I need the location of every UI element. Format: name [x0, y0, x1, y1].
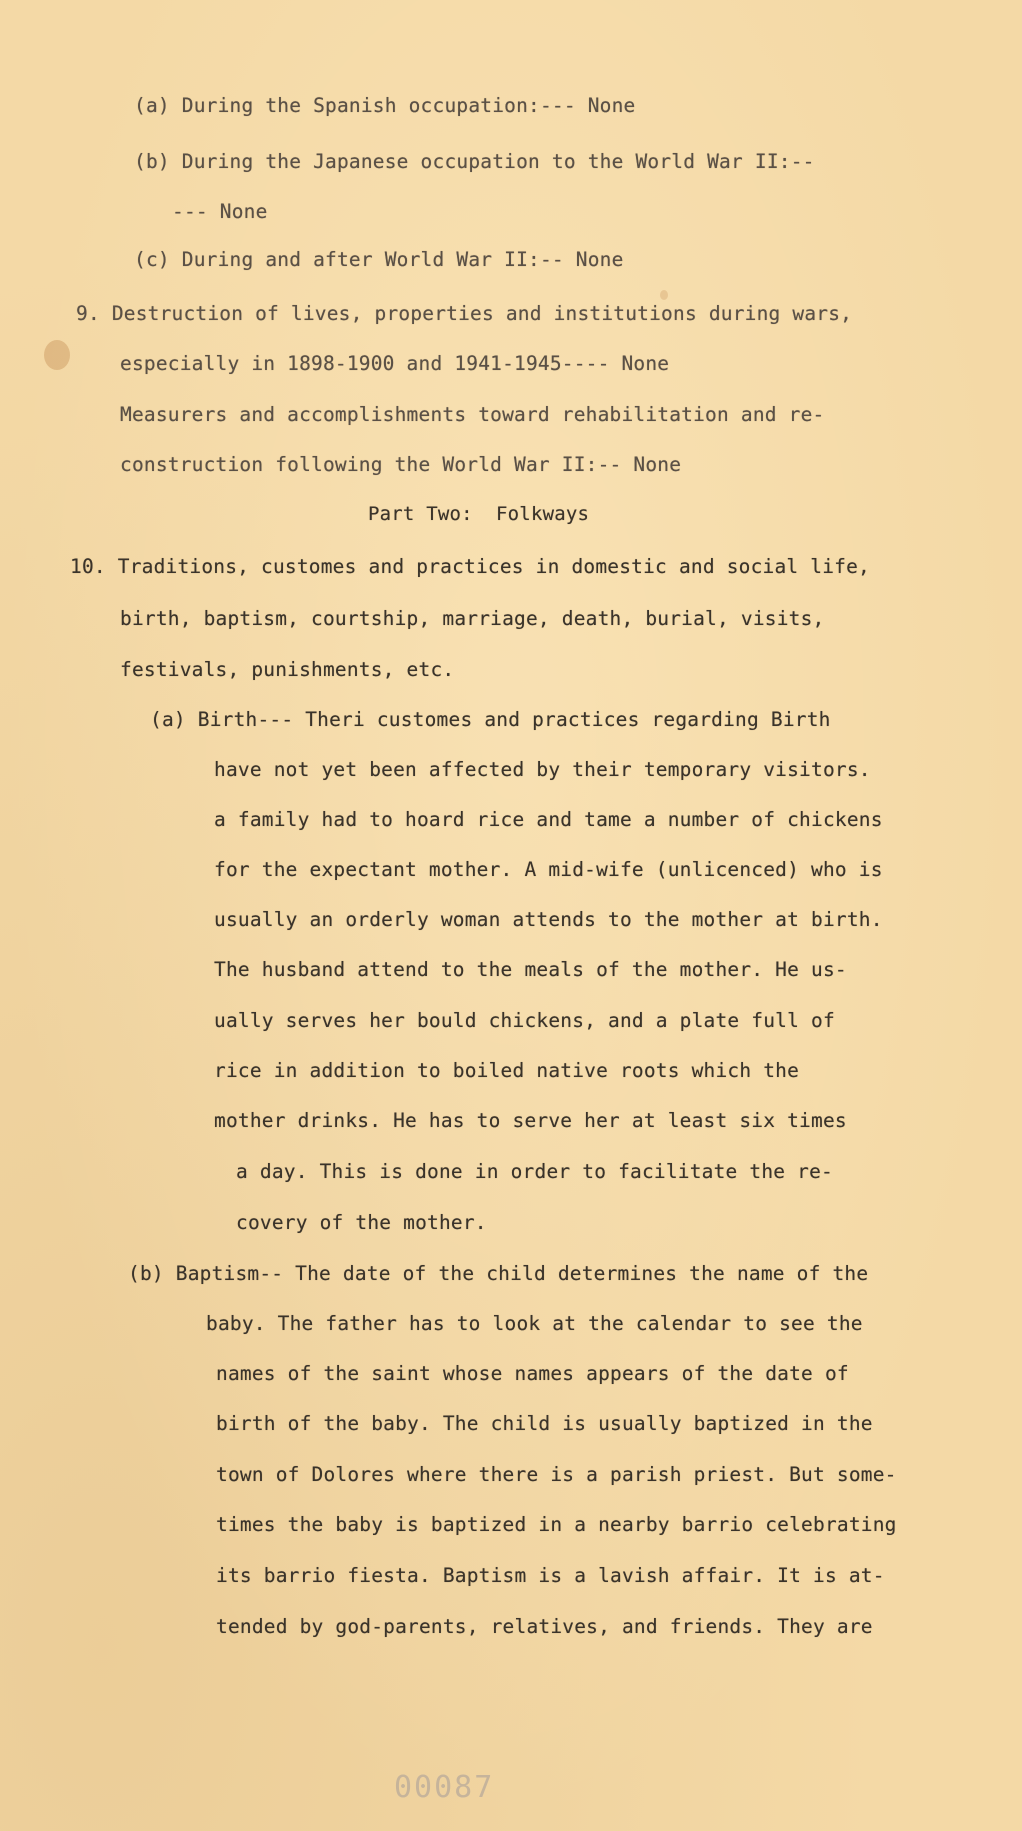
line-baptism-8: tended by god-parents, relatives, and friends. They are: [216, 1615, 873, 1638]
line-birth-3: a family had to hoard rice and tame a number of chickens: [214, 808, 883, 831]
line-birth-10: a day. This is done in order to facilitate the re-: [236, 1160, 833, 1183]
line-baptism-5: town of Dolores where there is a parish priest. But some-: [216, 1463, 897, 1486]
line-baptism-3: names of the saint whose names appears of the date of: [216, 1362, 849, 1385]
line-birth-4: for the expectant mother. A mid-wife (unlicenced) who is: [214, 858, 883, 881]
line-item-10-cont-2: festivals, punishments, etc.: [120, 658, 455, 681]
line-birth-11: covery of the mother.: [236, 1211, 487, 1234]
line-baptism-7: its barrio fiesta. Baptism is a lavish affair. It is at-: [216, 1564, 885, 1587]
line-measures-rehabilitation: Measurers and accomplishments toward rehabilitation and re-: [120, 403, 825, 426]
line-birth-5: usually an orderly woman attends to the mother at birth.: [214, 908, 883, 931]
line-baptism-1: (b) Baptism-- The date of the child determines the name of the: [128, 1262, 869, 1285]
line-birth-7: ually serves her bould chickens, and a plate full of: [214, 1009, 835, 1032]
page-number-stamp: 00087: [394, 1770, 495, 1805]
line-reconstruction: construction following the World War II:-- None: [120, 453, 682, 476]
line-birth-8: rice in addition to boiled native roots which the: [214, 1059, 800, 1082]
section-heading-part-two: Part Two: Folkways: [368, 503, 590, 525]
line-item-9-destruction: 9. Destruction of lives, properties and institutions during wars,: [76, 302, 853, 325]
line-baptism-2: baby. The father has to look at the calendar to see the: [206, 1312, 863, 1335]
line-item-9-cont: especially in 1898-1900 and 1941-1945---- None: [120, 352, 670, 375]
line-baptism-4: birth of the baby. The child is usually baptized in the: [216, 1412, 873, 1435]
line-baptism-6: times the baby is baptized in a nearby barrio celebrating: [216, 1513, 897, 1536]
line-birth-2: have not yet been affected by their temporary visitors.: [214, 758, 871, 781]
line-item-10-cont-1: birth, baptism, courtship, marriage, death, burial, visits,: [120, 607, 825, 630]
paper-stain-small: [660, 290, 668, 300]
line-japanese-occupation: (b) During the Japanese occupation to the World War II:--: [134, 150, 815, 173]
line-birth-9: mother drinks. He has to serve her at least six times: [214, 1109, 847, 1132]
line-after-world-war: (c) During and after World War II:-- None: [134, 248, 624, 271]
line-spanish-occupation: (a) During the Spanish occupation:--- None: [134, 94, 636, 117]
line-birth-6: The husband attend to the meals of the mother. He us-: [214, 958, 847, 981]
line-birth-1: (a) Birth--- Theri customes and practices regarding Birth: [150, 708, 831, 731]
paper-stain: [44, 340, 70, 370]
line-japanese-occupation-cont: --- None: [172, 200, 268, 223]
line-item-10-traditions: 10. Traditions, customes and practices in domestic and social life,: [70, 555, 870, 578]
